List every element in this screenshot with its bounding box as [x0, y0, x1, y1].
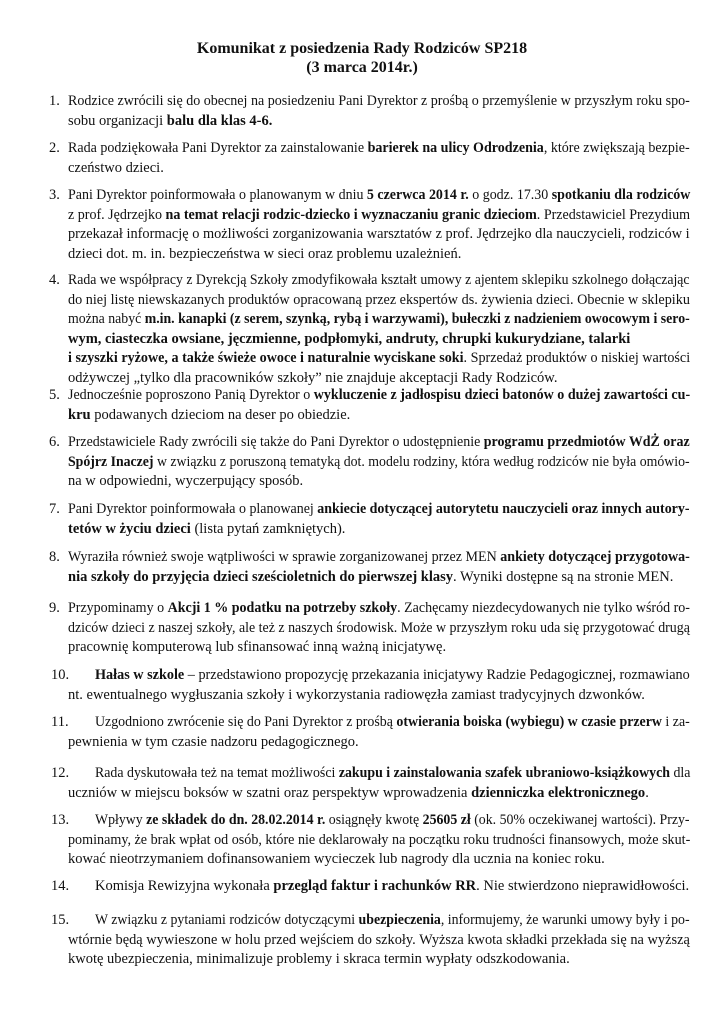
- item-number: 11.: [51, 714, 69, 730]
- item-text-line: [68, 159, 164, 179]
- text: Rada we współpracy z Dyrekcją Szkoły zmodyfikowała kształt umowy z ajentem sklepiku szkolnego dołączając: [68, 272, 690, 288]
- item-text-line: [68, 520, 345, 540]
- item-text-line: [68, 433, 690, 453]
- item-text-line: [68, 548, 690, 568]
- bold-text: Spójrz Inaczej: [68, 453, 154, 470]
- text: Pani Dyrektor poinformowała o planowanym w dniu: [68, 187, 367, 203]
- bold-text: 25605 zł: [422, 812, 471, 828]
- bold-text: balu dla klas 4-6.: [166, 112, 273, 129]
- text: wtórnie będą wywieszone w holu przed wejściem do szkoły. Wyższa kwota składki przekłada się na wyższą: [68, 931, 690, 948]
- text: pewnienia w tym czasie nadzoru pedagogicznego.: [68, 733, 359, 750]
- item-number: 3.: [49, 187, 60, 203]
- text: . Sprzedaż produktów o niskiej wartości: [463, 350, 691, 366]
- item-number: 7.: [49, 501, 60, 517]
- item-text-line: [68, 225, 690, 245]
- text: pracownię komputerową lub sfinansować inną ważną inicjatywę.: [68, 639, 447, 655]
- item-text-line: [68, 453, 690, 473]
- bold-text: barierek na ulicy Odrodzenia: [367, 140, 544, 156]
- text: Przedstawiciele Rady zwrócili się także do Pani Dyrektor o udostępnienie: [68, 434, 484, 450]
- text: na w odpowiedni, wyczerpujący sposób.: [68, 473, 304, 489]
- item-text-line: [68, 271, 690, 291]
- text: przekazał informację o możliwości zorganizowania warsztatów z prof. Jędrzejko dla nauczycieli, rodziców i: [68, 226, 690, 242]
- text: . Nie stwierdzono nieprawidłowości.: [476, 878, 690, 894]
- item-text-line: [95, 811, 690, 831]
- text: . Przedstawiciel Prezydium: [536, 206, 691, 223]
- text: .: [645, 784, 649, 801]
- document-date: (3 marca 2014r.): [306, 59, 418, 76]
- item-text-line: [95, 764, 690, 784]
- text: dzieci dot. m. in. bezpieczeństwa w sieci oraz problemu uzależnień.: [68, 245, 462, 262]
- text: nt. ewentualnego wygłuszania szkoły i wykorzystania radiowęzła zamiast tradycyjnych dzwonków.: [68, 686, 645, 703]
- item-text-line: [68, 406, 350, 426]
- item-text-line: [68, 92, 690, 112]
- text: dla: [669, 765, 691, 781]
- item-text-line: [68, 733, 359, 753]
- item-number: 8.: [49, 549, 60, 565]
- text: o godz. 17.30: [468, 187, 552, 203]
- item-number: 5.: [49, 387, 60, 403]
- text: – przedstawiono propozycję przekazania inicjatywy Radzie Pedagogicznej, rozmawiano: [184, 667, 690, 683]
- text: w związku z poruszoną tematyką dot. modelu rodziny, która według rodziców nie była omówio-: [153, 453, 690, 470]
- text: podawanych dzieciom na deser po obiedzie.: [90, 406, 351, 423]
- item-number: 14.: [51, 878, 70, 894]
- text: , informujemy, że warunki umowy były i po-: [440, 912, 690, 928]
- text: Rada dyskutowała też na temat możliwości: [95, 765, 339, 781]
- bold-text: programu przedmiotów WdŻ oraz: [483, 434, 690, 450]
- item-number: 4.: [49, 272, 60, 288]
- item-number: 6.: [49, 434, 60, 450]
- text: Przypominamy o: [68, 600, 168, 616]
- text: można nabyć: [68, 311, 145, 327]
- bold-text: kru: [68, 406, 91, 423]
- bold-text: otwierania boiska (wybiegu) w czasie przerw: [396, 714, 662, 730]
- item-text-line: [68, 330, 630, 350]
- item-text-line: [68, 245, 461, 265]
- item-text-line: [68, 850, 605, 870]
- item-text-line: [68, 619, 690, 639]
- item-number: 1.: [49, 93, 60, 109]
- item-text-line: [68, 686, 645, 706]
- text: Komisja Rewizyjna wykonała: [95, 878, 274, 894]
- text: (ok. 50% oczekiwanej wartości). Przy-: [470, 812, 690, 828]
- bold-text: 5 czerwca 2014 r.: [366, 187, 469, 203]
- bold-text: m.in. kanapki (z serem, szynką, rybą i warzywami), bułeczki z nadzieniem owocowym i sero-: [144, 311, 690, 327]
- item-number: 9.: [49, 600, 60, 616]
- text: Uzgodniono zwrócenie się do Pani Dyrektor z prośbą: [95, 714, 397, 730]
- text: czeństwo dzieci.: [68, 159, 164, 176]
- item-text-line: [68, 950, 570, 970]
- item-text-line: [95, 911, 690, 931]
- item-text-line: [68, 206, 690, 226]
- text: dziców dzieci z naszej szkoły, ale też z naszych środowisk. Może w przyszłym roku uda się przygotować drugą: [68, 619, 690, 636]
- text: odżywczej „tylko dla pracowników szkoły” nie znajduje akceptacji Rady Rodziców.: [68, 369, 558, 386]
- item-number: 10.: [51, 667, 70, 683]
- bold-text: dzienniczka elektronicznego: [471, 784, 646, 801]
- item-text-line: [68, 291, 690, 311]
- item-text-line: [68, 931, 690, 951]
- item-text-line: [68, 638, 446, 658]
- item-text-line: [68, 568, 673, 588]
- item-text-line: [68, 831, 690, 851]
- bold-text: Akcji 1 % podatku na potrzeby szkoły: [167, 600, 398, 616]
- text: pominamy, że brak wpłat od osób, które nie deklarowały na początku roku trudności finansowych, może skut-: [68, 831, 691, 848]
- bold-text: tetów w życiu dzieci: [68, 520, 191, 537]
- bold-text: na temat relacji rodzic-dziecko i wyznaczaniu granic dzieciom: [165, 206, 537, 223]
- text: kwotę ubezpieczenia, minimalizuje problemy i skraca termin wypłaty odszkodowania.: [68, 951, 570, 967]
- text: osiągnęły kwotę: [325, 812, 423, 828]
- bold-text: zakupu i zainstalowania szafek ubraniowo-książkowych: [338, 765, 670, 781]
- text: Rada podziękowała Pani Dyrektor za zainstalowanie: [68, 140, 368, 156]
- text: (lista pytań zamkniętych).: [190, 520, 346, 537]
- text: Pani Dyrektor poinformowała o planowanej: [68, 501, 318, 517]
- item-number: 2.: [49, 140, 60, 156]
- text: i za-: [661, 714, 690, 730]
- bold-text: ze składek do dn. 28.02.2014 r.: [146, 812, 326, 828]
- bold-text: wykluczenie z jadłospisu dzieci batonów o dużej zawartości cu-: [313, 387, 691, 403]
- text: kować nieotrzymaniem dofinansowaniem wycieczek lub nagrody dla ucznia na koniec roku.: [68, 851, 605, 867]
- text: W związku z pytaniami rodziców dotyczącymi: [95, 912, 359, 928]
- item-text-line: [68, 349, 690, 369]
- item-text-line: [95, 666, 690, 686]
- text: z prof. Jędrzejko: [68, 206, 166, 223]
- text: Rodzice zwrócili się do obecnej na posiedzeniu Pani Dyrektor z prośbą o przemyślenie w przyszłym roku spo-: [68, 93, 690, 109]
- item-text-line: [95, 877, 689, 897]
- text: . Wyniki dostępne są na stronie MEN.: [453, 568, 674, 585]
- text: Jednocześnie poproszono Panią Dyrektor o: [68, 387, 314, 403]
- text: uczniów w miejscu boksów w szatni oraz perspektyw wprowadzenia: [68, 784, 472, 801]
- bold-text: i szyszki ryżowe, a także świeże owoce i naturalnie wyciskane soki: [68, 350, 464, 366]
- text: sobu organizacji: [68, 112, 167, 129]
- bold-text: ubezpieczenia: [358, 912, 441, 928]
- text: , które zwiększają bezpie-: [543, 140, 690, 156]
- text: . Zachęcamy niezdecydowanych nie tylko wśród ro-: [397, 600, 690, 616]
- item-text-line: [68, 310, 690, 330]
- item-text-line: [68, 139, 690, 159]
- document-title: Komunikat z posiedzenia Rady Rodziców SP218: [196, 40, 528, 57]
- item-text-line: [68, 386, 690, 406]
- item-text-line: [95, 713, 690, 733]
- item-text-line: [68, 112, 272, 132]
- bold-text: nia szkoły do przyjęcia dzieci sześcioletnich do pierwszej klasy: [68, 568, 454, 585]
- bold-text: Hałas w szkole: [95, 667, 185, 683]
- item-number: 15.: [51, 912, 70, 928]
- item-text-line: [68, 784, 649, 804]
- item-text-line: [68, 472, 303, 492]
- bold-text: spotkaniu dla rodziców: [551, 187, 691, 203]
- bold-text: ankiety dotyczącej przygotowa-: [500, 549, 690, 565]
- bold-text: ankiecie dotyczącej autorytetu nauczycieli oraz innych autory-: [317, 501, 690, 517]
- text: Wyraziła również swoje wątpliwości w sprawie zorganizowanej przez MEN: [68, 549, 501, 565]
- text: Wpływy: [95, 812, 147, 828]
- item-text-line: [68, 599, 690, 619]
- bold-text: przegląd faktur i rachunków RR: [273, 878, 477, 894]
- item-number: 13.: [51, 812, 70, 828]
- item-text-line: [68, 186, 690, 206]
- item-text-line: [68, 500, 690, 520]
- text: do niej listę niewskazanych produktów opracowaną przez ekspertów ds. żywienia dzieci. Obecnie w sklepiku: [68, 291, 690, 308]
- item-number: 12.: [51, 765, 70, 781]
- bold-text: wym, ciasteczka owsiane, jęczmienne, podpłomyki, andruty, chrupki kukurydziane, talarki: [68, 330, 631, 347]
